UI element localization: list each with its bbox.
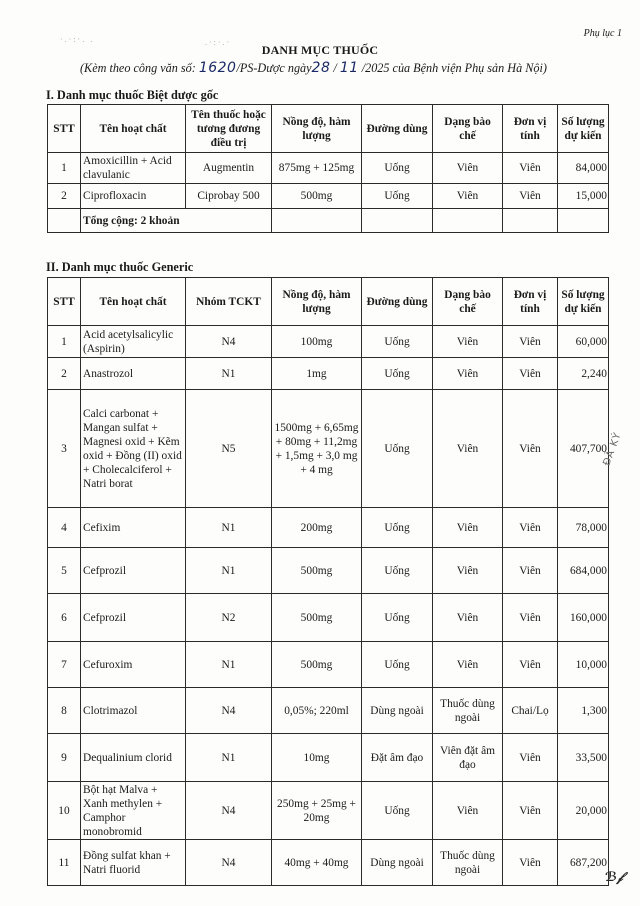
- cell-route: Uống: [362, 153, 433, 184]
- cell-quantity: 407,700: [558, 390, 609, 508]
- cell-stt: 1: [48, 326, 81, 358]
- table-row: [48, 184, 609, 209]
- cell-active-ingredient: Bột hạt Malva + Xanh methylen + Camphor monobromid: [81, 782, 186, 840]
- cell-dosage-form: Viên đặt âm đạo: [433, 734, 503, 782]
- cell-quantity: 1,300: [558, 688, 609, 734]
- cell-route: Uống: [362, 326, 433, 358]
- table-row: [48, 642, 609, 688]
- cell-empty: [558, 209, 609, 233]
- column-header-dosage-form: Dạng bào chế: [433, 105, 503, 153]
- cell-stt: 5: [48, 548, 81, 594]
- generic-table-body: [48, 326, 609, 886]
- cell-active-ingredient: Dequalinium clorid: [81, 734, 186, 782]
- table-total-row: [48, 209, 609, 233]
- cell-quantity: 684,000: [558, 548, 609, 594]
- column-header-stt: STT: [48, 105, 81, 153]
- cell-unit: Viên: [503, 642, 558, 688]
- cell-empty: [272, 209, 362, 233]
- date-separator: /: [330, 61, 340, 75]
- cell-stt: 4: [48, 508, 81, 548]
- cell-stt: 11: [48, 840, 81, 886]
- column-header-strength: Nồng độ, hàm lượng: [272, 105, 362, 153]
- cell-dosage-form: Viên: [433, 358, 503, 390]
- scan-noise: .·:·.·: [205, 38, 232, 47]
- cell-active-ingredient: Ciprofloxacin: [81, 184, 186, 209]
- cell-dosage-form: Viên: [433, 184, 503, 209]
- cell-active-ingredient: Cefixim: [81, 508, 186, 548]
- cell-strength: 0,05%; 220ml: [272, 688, 362, 734]
- cell-empty: [433, 209, 503, 233]
- column-header-stt: STT: [48, 278, 81, 326]
- cell-route: Uống: [362, 594, 433, 642]
- cell-strength: 250mg + 25mg + 20mg: [272, 782, 362, 840]
- cell-route: Uống: [362, 508, 433, 548]
- cell-active-ingredient: Cefprozil: [81, 594, 186, 642]
- column-header-active-ingredient: Tên hoạt chất: [81, 105, 186, 153]
- table-row: [48, 688, 609, 734]
- subtitle-mid: /PS-Dược ngày: [236, 61, 312, 75]
- cell-dosage-form: Viên: [433, 326, 503, 358]
- cell-strength: 1mg: [272, 358, 362, 390]
- cell-dosage-form: Thuốc dùng ngoài: [433, 840, 503, 886]
- cell-unit: Viên: [503, 594, 558, 642]
- cell-unit: Viên: [503, 840, 558, 886]
- section-heading-generic-drugs: II. Danh mục thuốc Generic: [46, 260, 194, 274]
- cell-group: N5: [186, 390, 272, 508]
- cell-unit: Viên: [503, 734, 558, 782]
- cell-quantity: 687,200: [558, 840, 609, 886]
- cell-unit: Viên: [503, 358, 558, 390]
- cell-strength: 500mg: [272, 548, 362, 594]
- cell-group: N1: [186, 508, 272, 548]
- table-row: [48, 326, 609, 358]
- cell-group: N1: [186, 734, 272, 782]
- cell-unit: Chai/Lọ: [503, 688, 558, 734]
- cell-route: Dùng ngoài: [362, 840, 433, 886]
- cell-strength: 875mg + 125mg: [272, 153, 362, 184]
- handwritten-day: 28: [311, 60, 331, 76]
- cell-quantity: 84,000: [558, 153, 609, 184]
- table-row: [48, 390, 609, 508]
- approval-stamp: ĐÃ KÝ: [601, 430, 624, 468]
- cell-dosage-form: Viên: [433, 782, 503, 840]
- column-header-group: Nhóm TCKT: [186, 278, 272, 326]
- cell-active-ingredient: Calci carbonat + Mangan sulfat + Magnesi oxid + Kẽm oxid + Đồng (II) oxid + Cholecalciferol + Natri borat: [81, 390, 186, 508]
- table-header-row: [48, 105, 609, 153]
- cell-route: Uống: [362, 642, 433, 688]
- cell-unit: Viên: [503, 184, 558, 209]
- cell-dosage-form: Viên: [433, 594, 503, 642]
- cell-dosage-form: Thuốc dùng ngoài: [433, 688, 503, 734]
- cell-strength: 500mg: [272, 642, 362, 688]
- cell-quantity: 78,000: [558, 508, 609, 548]
- table-row: [48, 594, 609, 642]
- handwritten-document-number: 1620: [198, 60, 237, 76]
- cell-quantity: 15,000: [558, 184, 609, 209]
- section-heading-brand-drugs: I. Danh mục thuốc Biệt dược gốc: [46, 88, 219, 102]
- table-row: [48, 358, 609, 390]
- cell-group: N1: [186, 548, 272, 594]
- cell-active-ingredient: Đồng sulfat khan + Natri fluorid: [81, 840, 186, 886]
- column-header-strength: Nồng độ, hàm lượng: [272, 278, 362, 326]
- column-header-dosage-form: Dạng bào chế: [433, 278, 503, 326]
- cell-active-ingredient: Clotrimazol: [81, 688, 186, 734]
- cell-dosage-form: Viên: [433, 153, 503, 184]
- cell-group: N1: [186, 642, 272, 688]
- cell-empty: [362, 209, 433, 233]
- generic-drug-table: [47, 277, 609, 886]
- page-title: DANH MỤC THUỐC: [261, 43, 379, 57]
- cell-unit: Viên: [503, 782, 558, 840]
- cell-brand-name: Ciprobay 500: [186, 184, 272, 209]
- cell-route: Uống: [362, 358, 433, 390]
- cell-unit: Viên: [503, 508, 558, 548]
- cell-route: Dùng ngoài: [362, 688, 433, 734]
- cell-quantity: 33,500: [558, 734, 609, 782]
- column-header-quantity: Số lượng dự kiến: [558, 105, 609, 153]
- handwritten-month: 11: [339, 60, 359, 76]
- cell-stt: 6: [48, 594, 81, 642]
- table-row: [48, 153, 609, 184]
- cell-quantity: 60,000: [558, 326, 609, 358]
- table-header-row: [48, 278, 609, 326]
- total-label: Tổng cộng: 2 khoản: [81, 209, 272, 233]
- subtitle-prefix: (Kèm theo công văn số:: [80, 61, 199, 75]
- cell-active-ingredient: Amoxicillin + Acid clavulanic: [81, 153, 186, 184]
- cell-active-ingredient: Anastrozol: [81, 358, 186, 390]
- cell-stt: 7: [48, 642, 81, 688]
- cell-stt: 8: [48, 688, 81, 734]
- cell-dosage-form: Viên: [433, 548, 503, 594]
- column-header-route: Đường dùng: [362, 105, 433, 153]
- cell-group: N4: [186, 326, 272, 358]
- cell-group: N1: [186, 358, 272, 390]
- column-header-active-ingredient: Tên hoạt chất: [81, 278, 186, 326]
- cell-group: N4: [186, 688, 272, 734]
- cell-stt: 10: [48, 782, 81, 840]
- cell-dosage-form: Viên: [433, 508, 503, 548]
- column-header-unit: Đơn vị tính: [503, 105, 558, 153]
- cell-quantity: 20,000: [558, 782, 609, 840]
- handwritten-initials: ℬ𝒻: [605, 870, 623, 885]
- column-header-unit: Đơn vị tính: [503, 278, 558, 326]
- table-row: [48, 548, 609, 594]
- cell-quantity: 10,000: [558, 642, 609, 688]
- cell-active-ingredient: Acid acetylsalicylic (Aspirin): [81, 326, 186, 358]
- subtitle-suffix: /2025 của Bệnh viện Phụ sản Hà Nội): [358, 61, 547, 75]
- cell-stt: 3: [48, 390, 81, 508]
- cell-route: Uống: [362, 548, 433, 594]
- cell-empty: [503, 209, 558, 233]
- cell-active-ingredient: Cefprozil: [81, 548, 186, 594]
- cell-brand-name: Augmentin: [186, 153, 272, 184]
- cell-group: N2: [186, 594, 272, 642]
- cell-strength: 1500mg + 6,65mg + 80mg + 11,2mg + 1,5mg + 3,0 mg + 4 mg: [272, 390, 362, 508]
- table-row: [48, 840, 609, 886]
- cell-stt: 9: [48, 734, 81, 782]
- table-row: [48, 734, 609, 782]
- table-row: [48, 508, 609, 548]
- cell-route: Uống: [362, 782, 433, 840]
- column-header-brand-name: Tên thuốc hoặc tương đương điều trị: [186, 105, 272, 153]
- cell-route: Đặt âm đạo: [362, 734, 433, 782]
- cell-strength: 40mg + 40mg: [272, 840, 362, 886]
- appendix-label: Phụ lục 1: [583, 28, 622, 39]
- cell-strength: 100mg: [272, 326, 362, 358]
- cell-unit: Viên: [503, 326, 558, 358]
- cell-dosage-form: Viên: [433, 642, 503, 688]
- cell-route: Uống: [362, 184, 433, 209]
- cell-strength: 10mg: [272, 734, 362, 782]
- cell-dosage-form: Viên: [433, 390, 503, 508]
- cell-strength: 500mg: [272, 184, 362, 209]
- cell-stt: 2: [48, 358, 81, 390]
- cell-group: N4: [186, 840, 272, 886]
- cell-strength: 200mg: [272, 508, 362, 548]
- cell-group: N4: [186, 782, 272, 840]
- document-subtitle: [80, 60, 547, 76]
- cell-unit: Viên: [503, 153, 558, 184]
- column-header-route: Đường dùng: [362, 278, 433, 326]
- table-row: [48, 782, 609, 840]
- cell-stt: 2: [48, 184, 81, 209]
- cell-active-ingredient: Cefuroxim: [81, 642, 186, 688]
- cell-stt: 1: [48, 153, 81, 184]
- cell-unit: Viên: [503, 548, 558, 594]
- scan-noise: ·.·:·. .: [60, 35, 95, 44]
- cell-empty: [48, 209, 81, 233]
- cell-unit: Viên: [503, 390, 558, 508]
- cell-strength: 500mg: [272, 594, 362, 642]
- cell-quantity: 160,000: [558, 594, 609, 642]
- cell-quantity: 2,240: [558, 358, 609, 390]
- brand-drug-table: [47, 104, 609, 233]
- column-header-quantity: Số lượng dự kiến: [558, 278, 609, 326]
- cell-route: Uống: [362, 390, 433, 508]
